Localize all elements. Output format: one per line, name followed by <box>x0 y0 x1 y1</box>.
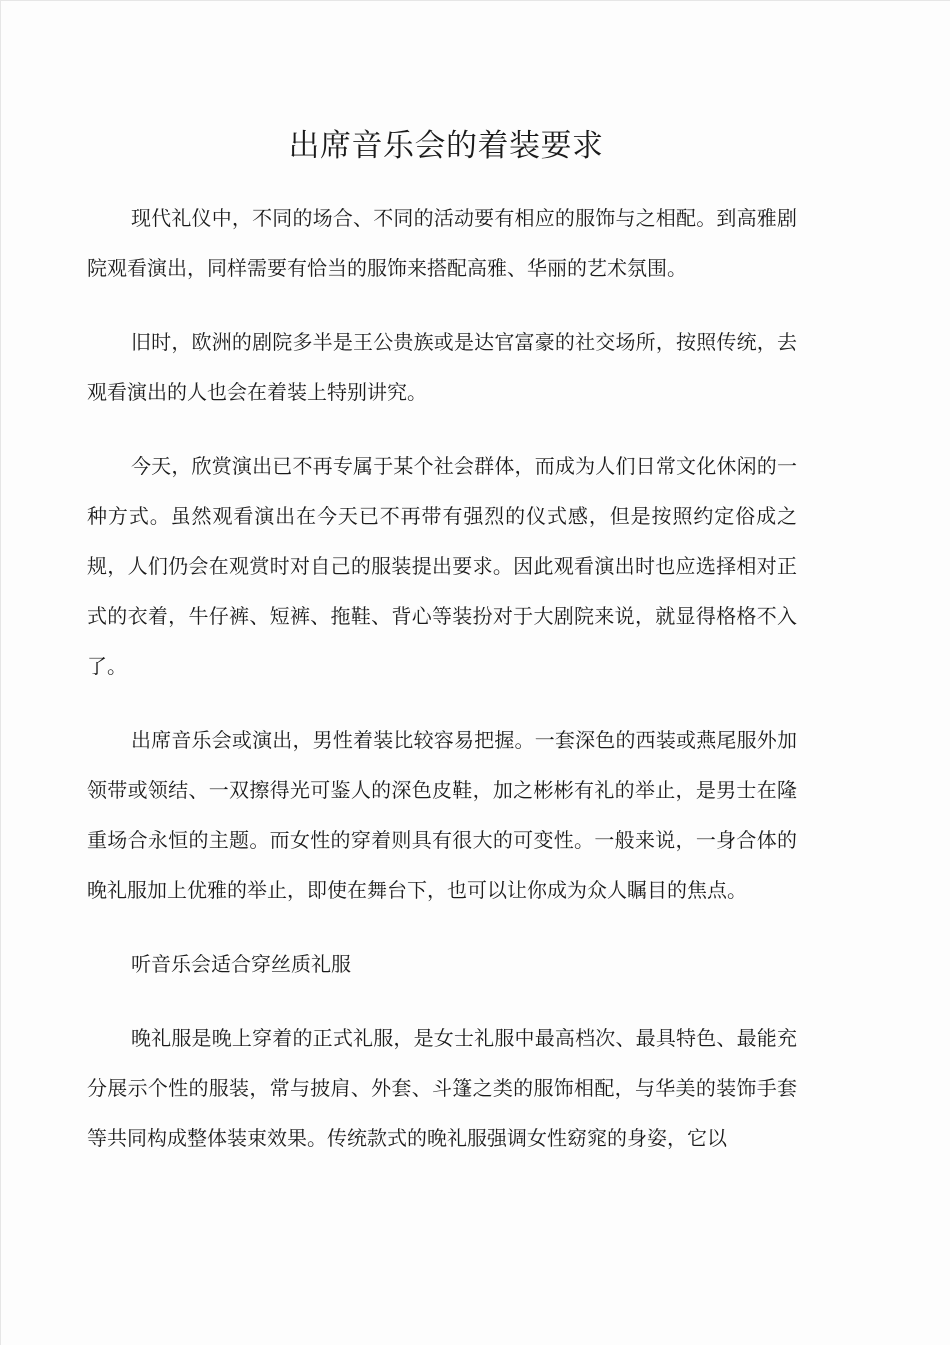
paragraph-history: 旧时，欧洲的剧院多半是王公贵族或是达官富豪的社交场所，按照传统，去观看演出的人也会在着装上特别讲究。 <box>87 330 797 404</box>
section-heading-silk-dress: 听音乐会适合穿丝质礼服 <box>131 952 351 976</box>
document-body <box>87 119 797 1163</box>
paragraph-intro: 现代礼仪中，不同的场合、不同的活动要有相应的服饰与之相配。到高雅剧院观看演出，同样需要有恰当的服饰来搭配高雅、华丽的艺术氛围。 <box>87 206 797 280</box>
document-title: 出席音乐会的着装要求 <box>288 128 604 164</box>
paragraph-evening-gown: 晚礼服是晚上穿着的正式礼服，是女士礼服中最高档次、最具特色、最能充分展示个性的服装，常与披肩、外套、斗篷之类的服饰相配，与华美的装饰手套等共同构成整体装束效果。传统款式的晚礼服强调女性窈窕的身姿，它以 <box>87 1026 797 1150</box>
paragraph-today: 今天，欣赏演出已不再专属于某个社会群体，而成为人们日常文化休闲的一种方式。虽然观看演出在今天已不再带有强烈的仪式感，但是按照约定俗成之规，人们仍会在观赏时对自己的服装提出要求。因此观看演出时也应选择相对正式的衣着，牛仔裤、短裤、拖鞋、背心等装扮对于大剧院来说，就显得格格不入了。 <box>87 454 797 678</box>
paragraph-attire: 出席音乐会或演出，男性着装比较容易把握。一套深色的西装或燕尾服外加领带或领结、一双擦得光可鉴人的深色皮鞋，加之彬彬有礼的举止，是男士在隆重场合永恒的主题。而女性的穿着则具有很大的可变性。一般来说，一身合体的晚礼服加上优雅的举止，即使在舞台下，也可以让你成为众人瞩目的焦点。 <box>87 728 797 902</box>
